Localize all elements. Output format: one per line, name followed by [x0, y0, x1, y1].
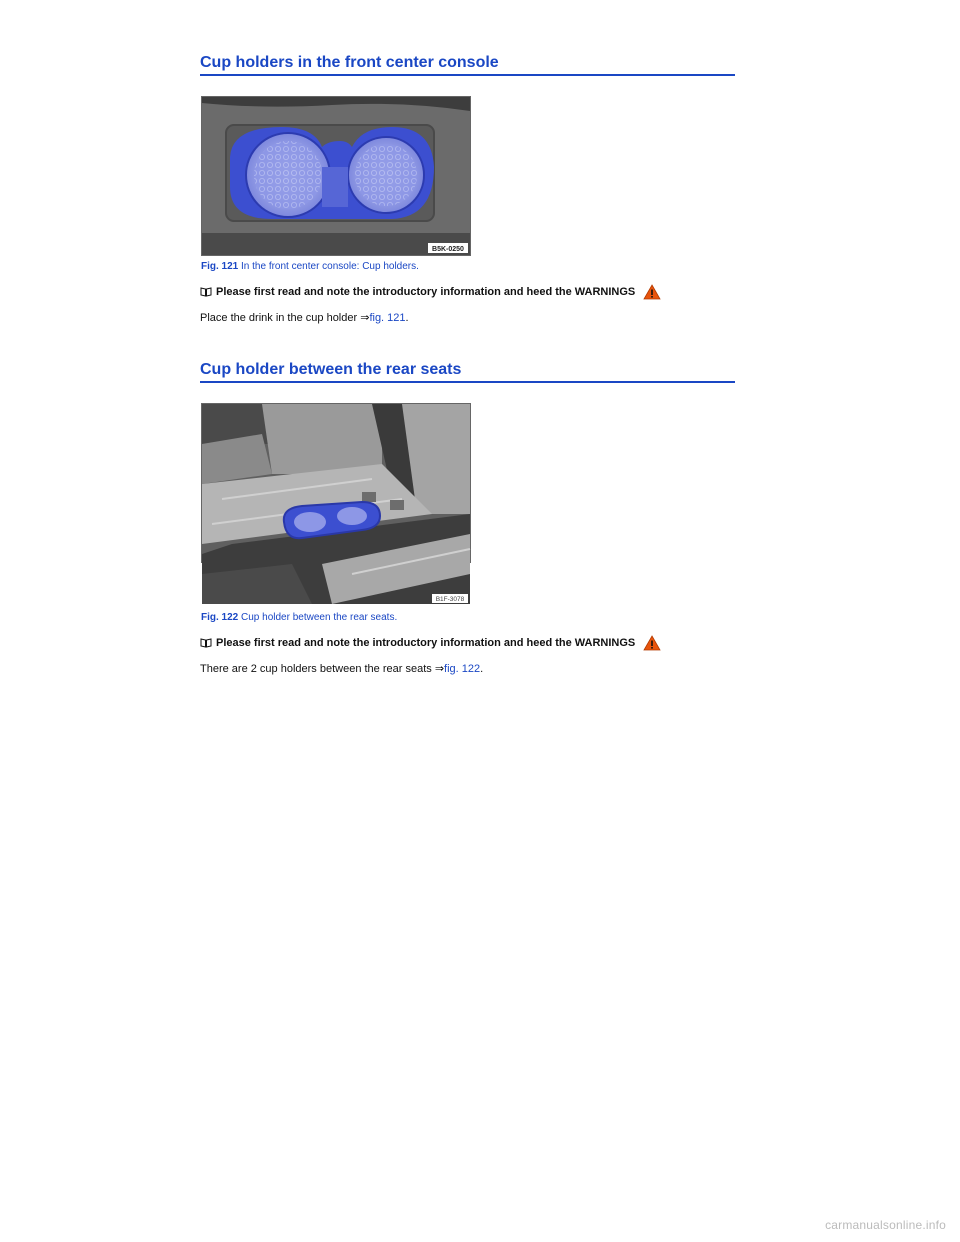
intro-note-text: Please first read and note the introductory information and heed the WARNINGS — [216, 637, 636, 649]
section-title-front-cup-holders: Cup holders in the front center console — [200, 54, 735, 76]
figure-front-cup-holders — [201, 96, 471, 256]
watermark: carmanualsonline.info — [825, 1218, 946, 1232]
intro-note-1 — [200, 284, 661, 300]
figure-link-121[interactable]: fig. 121 — [369, 312, 406, 324]
body-text: Place the drink in the cup holder — [200, 312, 361, 324]
figure-caption-122 — [201, 612, 397, 623]
caption-text: In the front center console: Cup holders. — [238, 261, 419, 272]
arrow-glyph: ⇒ — [360, 312, 370, 324]
body-text: There are 2 cup holders between the rear seats — [200, 663, 435, 675]
arrow-glyph: ⇒ — [434, 663, 445, 675]
warning-icon[interactable] — [643, 284, 661, 300]
book-icon — [200, 287, 212, 297]
caption-text: Cup holder between the rear seats. — [238, 612, 398, 623]
body-paragraph-2: There are 2 cup holders between the rear seats ⇒fig. 122. — [200, 663, 484, 675]
book-icon — [200, 638, 212, 648]
figure-caption-121 — [201, 261, 419, 272]
body-paragraph-1: Place the drink in the cup holder ⇒fig. 121. — [200, 312, 409, 324]
rear-seat-illustration — [202, 404, 470, 604]
figure-link-122[interactable]: fig. 122 — [444, 663, 481, 675]
caption-fig-number: Fig. 121 — [201, 261, 239, 272]
intro-note-text: Please first read and note the introductory information and heed the WARNINGS — [216, 286, 636, 298]
front-console-illustration — [202, 97, 470, 255]
warning-icon[interactable] — [643, 635, 661, 651]
intro-note-2 — [200, 635, 661, 651]
image-code-rear: B1F-3078 — [435, 596, 465, 603]
section-title-rear-cup-holder: Cup holder between the rear seats — [200, 361, 735, 383]
figure-rear-cup-holder — [201, 403, 471, 603]
caption-fig-number: Fig. 122 — [201, 612, 239, 623]
image-code-front: B5K-0250 — [432, 246, 464, 253]
